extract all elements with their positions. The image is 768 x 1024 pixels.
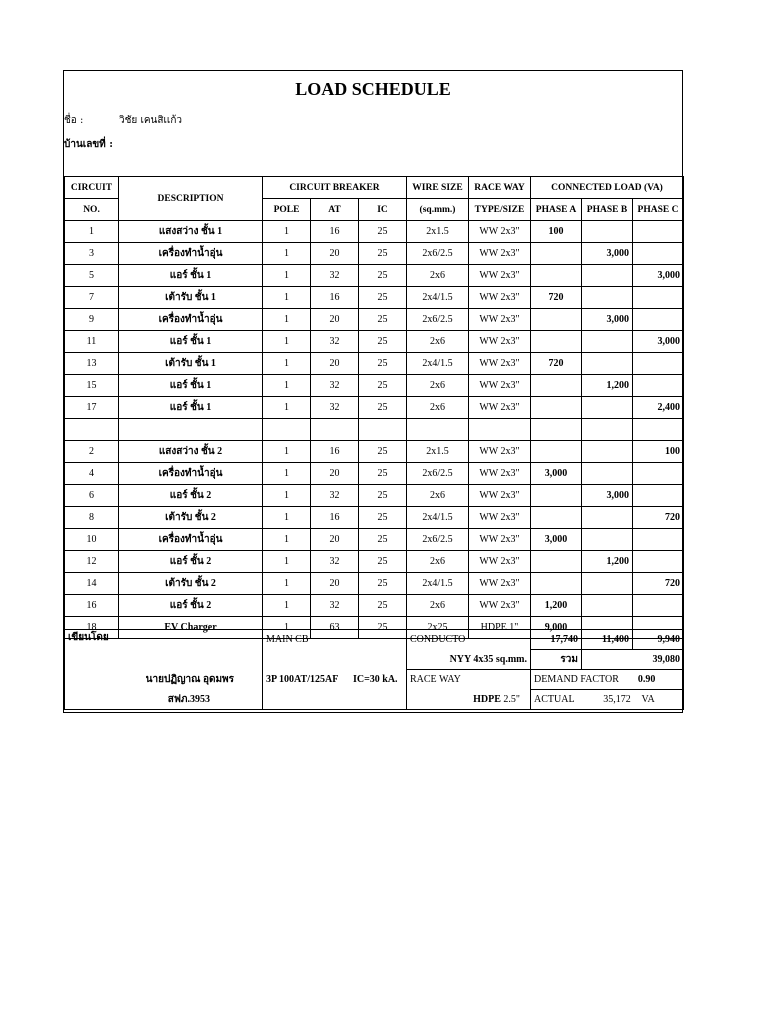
circuit-no-cell — [65, 419, 119, 441]
header-wire-unit: (sq.mm.) — [407, 199, 469, 221]
raceway-cell: WW 2x3" — [469, 265, 531, 287]
description-cell: แอร์ ชั้น 1 — [119, 265, 263, 287]
wire-size-cell: 2x6 — [407, 265, 469, 287]
ic-cell: 25 — [359, 617, 407, 639]
phase-a-cell: 1,200 — [531, 595, 582, 617]
phase-c-cell: 720 — [633, 507, 684, 529]
at-cell: 16 — [311, 507, 359, 529]
circuit-no-cell: 12 — [65, 551, 119, 573]
phase-c-cell: 720 — [633, 573, 684, 595]
at-cell: 20 — [311, 573, 359, 595]
description-cell: เครื่องทำน้ำอุ่น — [119, 243, 263, 265]
description-cell: แอร์ ชั้น 2 — [119, 595, 263, 617]
circuit-no-cell: 18 — [65, 617, 119, 639]
blank-cell — [263, 690, 407, 710]
header-ic: IC — [359, 199, 407, 221]
phase-a-cell: 720 — [531, 287, 582, 309]
circuit-no-cell: 10 — [65, 529, 119, 551]
raceway-cell: WW 2x3" — [469, 551, 531, 573]
at-cell: 16 — [311, 441, 359, 463]
at-cell: 20 — [311, 309, 359, 331]
raceway-cell: WW 2x3" — [469, 331, 531, 353]
phase-c-cell — [633, 529, 684, 551]
table-row — [65, 595, 684, 617]
total-phase-a: 17,740 — [531, 630, 582, 650]
phase-b-cell — [582, 529, 633, 551]
pole-cell: 1 — [263, 353, 311, 375]
page-title: LOAD SCHEDULE — [295, 79, 451, 99]
phase-b-cell: 1,200 — [582, 375, 633, 397]
raceway-value-rest: 2.5" — [500, 693, 520, 705]
header-description: DESCRIPTION — [119, 177, 263, 221]
description-cell: แอร์ ชั้น 1 — [119, 397, 263, 419]
phase-b-cell — [582, 287, 633, 309]
phase-c-cell — [633, 221, 684, 243]
pole-cell: 1 — [263, 397, 311, 419]
description-cell: แสงสว่าง ชั้น 1 — [119, 221, 263, 243]
pole-cell: 1 — [263, 595, 311, 617]
total-phase-c: 9,940 — [633, 630, 684, 650]
wire-size-cell: 2x1.5 — [407, 441, 469, 463]
table-row — [65, 441, 684, 463]
header-raceway-type: TYPE/SIZE — [469, 199, 531, 221]
circuit-no-cell: 5 — [65, 265, 119, 287]
table-row — [65, 287, 684, 309]
blank-cell — [263, 650, 407, 670]
phase-a-cell — [531, 375, 582, 397]
summary-table — [64, 629, 684, 710]
wire-size-cell: 2x6/2.5 — [407, 309, 469, 331]
raceway-cell: WW 2x3" — [469, 463, 531, 485]
description-cell: เต้ารับ ชั้น 1 — [119, 353, 263, 375]
phase-a-cell — [531, 309, 582, 331]
phase-b-cell — [582, 573, 633, 595]
table-row — [65, 243, 684, 265]
ic-cell: 25 — [359, 529, 407, 551]
phase-b-cell — [582, 353, 633, 375]
header-pole: POLE — [263, 199, 311, 221]
phase-c-cell — [633, 463, 684, 485]
table-row — [65, 551, 684, 573]
pole-cell: 1 — [263, 287, 311, 309]
phase-b-cell: 1,200 — [582, 551, 633, 573]
at-cell: 32 — [311, 485, 359, 507]
description-cell: เต้ารับ ชั้น 2 — [119, 573, 263, 595]
pole-cell: 1 — [263, 441, 311, 463]
table-row — [65, 331, 684, 353]
description-cell: เต้ารับ ชั้น 2 — [119, 507, 263, 529]
table-row — [65, 397, 684, 419]
phase-a-cell — [531, 485, 582, 507]
ic-cell: 25 — [359, 353, 407, 375]
wire-size-cell: 2x4/1.5 — [407, 353, 469, 375]
ic-cell: 25 — [359, 507, 407, 529]
at-cell: 63 — [311, 617, 359, 639]
table-row — [65, 485, 684, 507]
description-cell: แอร์ ชั้น 1 — [119, 375, 263, 397]
raceway-cell: WW 2x3" — [469, 309, 531, 331]
at-cell: 32 — [311, 375, 359, 397]
phase-c-cell — [633, 419, 684, 441]
circuit-no-cell: 13 — [65, 353, 119, 375]
phase-a-cell — [531, 331, 582, 353]
at-cell: 20 — [311, 243, 359, 265]
at-cell: 16 — [311, 221, 359, 243]
ic-cell: 25 — [359, 309, 407, 331]
raceway-cell: WW 2x3" — [469, 485, 531, 507]
phase-b-cell — [582, 397, 633, 419]
ic-cell: 25 — [359, 551, 407, 573]
table-row — [65, 419, 684, 441]
table-row — [65, 507, 684, 529]
wire-size-cell: 2x6/2.5 — [407, 529, 469, 551]
ic-cell: 25 — [359, 221, 407, 243]
address-line — [64, 137, 113, 152]
phase-a-cell — [531, 507, 582, 529]
at-cell: 32 — [311, 397, 359, 419]
phase-b-cell — [582, 419, 633, 441]
header-breaker: CIRCUIT BREAKER — [263, 177, 407, 199]
description-cell — [119, 419, 263, 441]
circuit-no-cell: 1 — [65, 221, 119, 243]
description-cell: เครื่องทำน้ำอุ่น — [119, 463, 263, 485]
at-cell: 20 — [311, 463, 359, 485]
main-cb-ic: IC=30 kA. — [352, 674, 398, 685]
header-wire: WIRE SIZE — [407, 177, 469, 199]
total-phase-b: 11,400 — [582, 630, 633, 650]
phase-b-cell — [582, 331, 633, 353]
pole-cell: 1 — [263, 573, 311, 595]
pole-cell: 1 — [263, 485, 311, 507]
circuit-no-cell: 14 — [65, 573, 119, 595]
wire-size-cell: 2x1.5 — [407, 221, 469, 243]
table-row — [65, 265, 684, 287]
raceway-label: RACE WAY — [407, 670, 531, 690]
header-phase-a: PHASE A — [531, 199, 582, 221]
table-row — [65, 375, 684, 397]
pole-cell: 1 — [263, 309, 311, 331]
ic-cell — [359, 419, 407, 441]
phase-b-cell: 3,000 — [582, 485, 633, 507]
phase-c-cell — [633, 551, 684, 573]
phase-a-cell: 3,000 — [531, 463, 582, 485]
description-cell: เต้ารับ ชั้น 1 — [119, 287, 263, 309]
name-line — [64, 113, 182, 128]
table-row — [65, 353, 684, 375]
phase-a-cell — [531, 397, 582, 419]
name-label: ชื่อ : — [64, 115, 84, 126]
wire-size-cell: 2x6 — [407, 485, 469, 507]
ic-cell: 25 — [359, 485, 407, 507]
raceway-cell: WW 2x3" — [469, 221, 531, 243]
wire-size-cell: 2x25 — [407, 617, 469, 639]
pole-cell: 1 — [263, 529, 311, 551]
header-connected-load: CONNECTED LOAD (VA) — [531, 177, 684, 199]
load-table — [64, 176, 684, 639]
address-label: บ้านเลขที่ : — [64, 139, 113, 150]
raceway-cell: WW 2x3" — [469, 507, 531, 529]
name-value: วิชัย เคนสิเเก้ว — [119, 115, 182, 126]
phase-a-cell — [531, 419, 582, 441]
description-cell: EV Charger — [119, 617, 263, 639]
phase-c-cell: 3,000 — [633, 265, 684, 287]
raceway-cell — [469, 419, 531, 441]
table-row — [65, 463, 684, 485]
raceway-cell: WW 2x3" — [469, 529, 531, 551]
raceway-cell: WW 2x3" — [469, 595, 531, 617]
at-cell: 32 — [311, 331, 359, 353]
ic-cell: 25 — [359, 463, 407, 485]
pole-cell: 1 — [263, 221, 311, 243]
at-cell: 20 — [311, 529, 359, 551]
circuit-no-cell: 9 — [65, 309, 119, 331]
table-row — [65, 573, 684, 595]
circuit-no-cell: 16 — [65, 595, 119, 617]
circuit-no-cell: 11 — [65, 331, 119, 353]
wire-size-cell: 2x6/2.5 — [407, 463, 469, 485]
sum-label: รวม — [531, 650, 582, 670]
raceway-cell: HDPE 1" — [469, 617, 531, 639]
demand-factor-cell — [531, 670, 684, 690]
pole-cell: 1 — [263, 463, 311, 485]
actual-label: ACTUAL — [534, 694, 575, 705]
load-schedule-sheet — [63, 70, 683, 713]
ic-cell: 25 — [359, 331, 407, 353]
wire-size-cell: 2x4/1.5 — [407, 573, 469, 595]
ic-cell: 25 — [359, 375, 407, 397]
phase-c-cell: 100 — [633, 441, 684, 463]
phase-a-cell: 9,000 — [531, 617, 582, 639]
wire-size-cell — [407, 419, 469, 441]
phase-a-cell: 3,000 — [531, 529, 582, 551]
phase-a-cell: 100 — [531, 221, 582, 243]
header-raceway: RACE WAY — [469, 177, 531, 199]
phase-b-cell — [582, 265, 633, 287]
phase-b-cell — [582, 441, 633, 463]
engineer-license: สฟภ.3953 — [65, 690, 263, 710]
engineer-name: นายปฏิญาณ อุดมพร — [65, 670, 263, 690]
description-cell: แสงสว่าง ชั้น 2 — [119, 441, 263, 463]
wire-size-cell: 2x4/1.5 — [407, 507, 469, 529]
pole-cell: 1 — [263, 375, 311, 397]
header-circuit: CIRCUIT — [65, 177, 119, 199]
pole-cell: 1 — [263, 551, 311, 573]
table-row — [65, 221, 684, 243]
sum-value: 39,080 — [582, 650, 684, 670]
header-at: AT — [311, 199, 359, 221]
main-cb-label: MAIN CB — [263, 630, 407, 650]
actual-value: 35,172 — [603, 694, 631, 705]
demand-factor-label: DEMAND FACTOR — [534, 674, 619, 685]
phase-c-cell — [633, 353, 684, 375]
header-phase-b: PHASE B — [582, 199, 633, 221]
conductor-label: CONDUCTO — [407, 630, 531, 650]
main-cb-value: 3P 100AT/125AF — [266, 674, 338, 685]
phase-c-cell: 2,400 — [633, 397, 684, 419]
at-cell: 20 — [311, 353, 359, 375]
phase-a-cell — [531, 441, 582, 463]
phase-b-cell: 3,000 — [582, 309, 633, 331]
circuit-no-cell: 3 — [65, 243, 119, 265]
pole-cell: 1 — [263, 331, 311, 353]
description-cell: เครื่องทำน้ำอุ่น — [119, 529, 263, 551]
phase-c-cell — [633, 595, 684, 617]
pole-cell: 1 — [263, 265, 311, 287]
raceway-value-bold: HDPE — [473, 693, 501, 705]
raceway-cell: WW 2x3" — [469, 375, 531, 397]
raceway-cell: WW 2x3" — [469, 287, 531, 309]
at-cell — [311, 419, 359, 441]
circuit-no-cell: 2 — [65, 441, 119, 463]
phase-a-cell: 720 — [531, 353, 582, 375]
wire-size-cell: 2x6 — [407, 551, 469, 573]
raceway-value — [407, 690, 531, 710]
wire-size-cell: 2x6 — [407, 595, 469, 617]
phase-a-cell — [531, 265, 582, 287]
table-row — [65, 309, 684, 331]
description-cell: แอร์ ชั้น 2 — [119, 485, 263, 507]
phase-c-cell — [633, 309, 684, 331]
table-row — [65, 529, 684, 551]
at-cell: 32 — [311, 551, 359, 573]
wire-size-cell: 2x6 — [407, 375, 469, 397]
phase-b-cell — [582, 507, 633, 529]
phase-c-cell — [633, 287, 684, 309]
raceway-cell: WW 2x3" — [469, 573, 531, 595]
phase-a-cell — [531, 551, 582, 573]
phase-b-cell — [582, 221, 633, 243]
circuit-no-cell: 4 — [65, 463, 119, 485]
at-cell: 16 — [311, 287, 359, 309]
header-phase-c: PHASE C — [633, 199, 684, 221]
actual-cell — [531, 690, 684, 710]
description-cell: แอร์ ชั้น 2 — [119, 551, 263, 573]
wire-size-cell: 2x4/1.5 — [407, 287, 469, 309]
pole-cell — [263, 419, 311, 441]
circuit-no-cell: 15 — [65, 375, 119, 397]
demand-factor-value: 0.90 — [637, 674, 656, 685]
ic-cell: 25 — [359, 243, 407, 265]
phase-a-cell — [531, 573, 582, 595]
circuit-no-cell: 17 — [65, 397, 119, 419]
raceway-cell: WW 2x3" — [469, 397, 531, 419]
phase-c-cell — [633, 375, 684, 397]
circuit-no-cell: 7 — [65, 287, 119, 309]
header-no: NO. — [65, 199, 119, 221]
written-by-label: เขียนโดย — [65, 630, 263, 650]
wire-size-cell: 2x6 — [407, 331, 469, 353]
phase-c-cell — [633, 485, 684, 507]
phase-b-cell: 3,000 — [582, 243, 633, 265]
description-cell: แอร์ ชั้น 1 — [119, 331, 263, 353]
actual-unit: VA — [641, 694, 655, 705]
ic-cell: 25 — [359, 265, 407, 287]
pole-cell: 1 — [263, 507, 311, 529]
wire-size-cell: 2x6 — [407, 397, 469, 419]
ic-cell: 25 — [359, 287, 407, 309]
ic-cell: 25 — [359, 595, 407, 617]
pole-cell: 1 — [263, 617, 311, 639]
phase-a-cell — [531, 243, 582, 265]
ic-cell: 25 — [359, 397, 407, 419]
ic-cell: 25 — [359, 573, 407, 595]
raceway-cell: WW 2x3" — [469, 353, 531, 375]
phase-c-cell — [633, 243, 684, 265]
phase-c-cell: 3,000 — [633, 331, 684, 353]
blank-cell — [65, 650, 263, 670]
description-cell: เครื่องทำน้ำอุ่น — [119, 309, 263, 331]
phase-b-cell — [582, 463, 633, 485]
conductor-value: NYY 4x35 sq.mm. — [407, 650, 531, 670]
ic-cell: 25 — [359, 441, 407, 463]
pole-cell: 1 — [263, 243, 311, 265]
main-cb-spec — [263, 670, 407, 690]
at-cell: 32 — [311, 595, 359, 617]
at-cell: 32 — [311, 265, 359, 287]
raceway-cell: WW 2x3" — [469, 243, 531, 265]
phase-b-cell — [582, 595, 633, 617]
raceway-cell: WW 2x3" — [469, 441, 531, 463]
wire-size-cell: 2x6/2.5 — [407, 243, 469, 265]
circuit-no-cell: 8 — [65, 507, 119, 529]
circuit-no-cell: 6 — [65, 485, 119, 507]
